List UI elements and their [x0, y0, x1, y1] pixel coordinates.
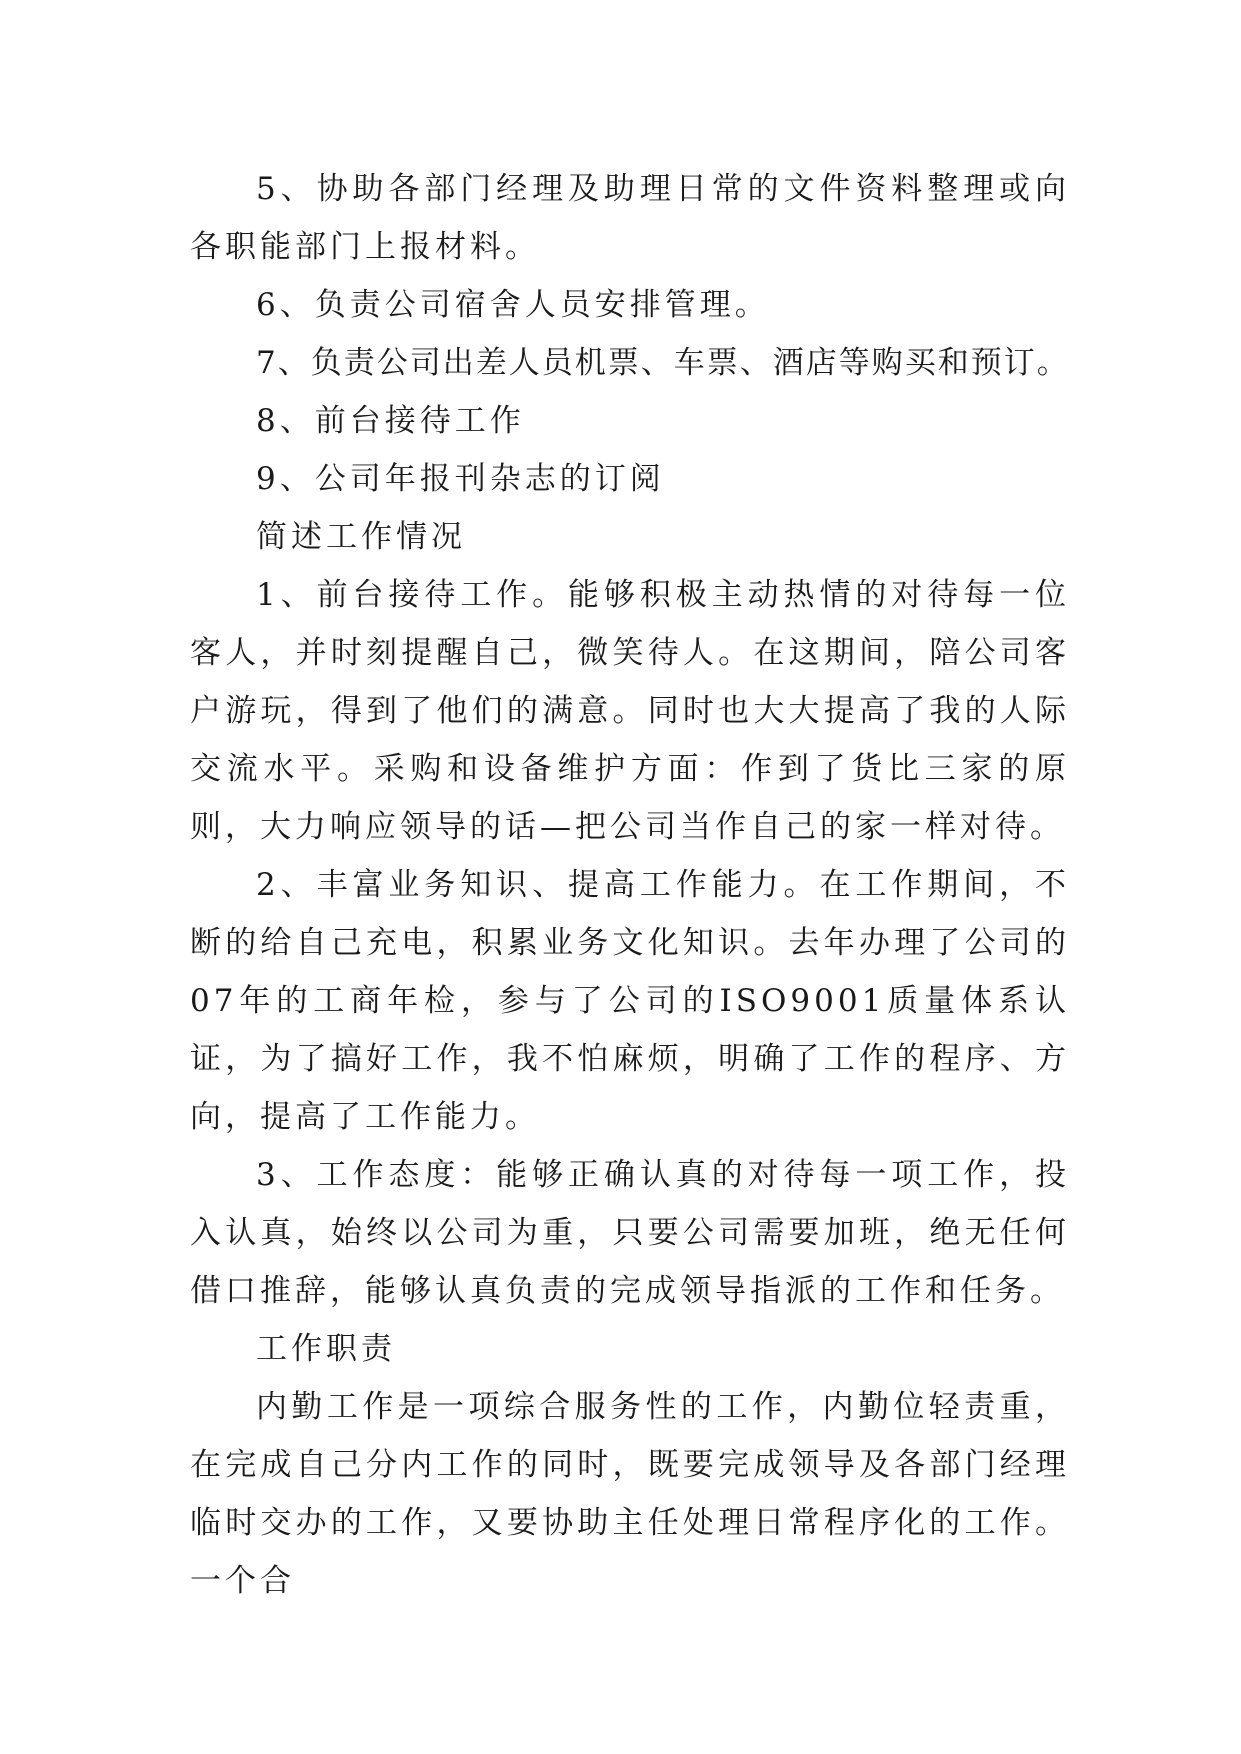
paragraph-item-8: 8、前台接待工作: [256, 403, 525, 439]
document-body: [190, 160, 1070, 1610]
paragraph-item-9: 9、公司年报刊杂志的订阅: [256, 461, 665, 497]
paragraph-summary-2: 2、丰富业务知识、提高工作能力。在工作期间，不断的给自己充电，积累业务文化知识。去年办理了公司的07年的工商年检，参与了公司的ISO9001质量体系认证，为了搞好工作，我不怕麻烦，明确了工作的程序、方向，提高了工作能力。: [190, 867, 1070, 1135]
paragraph-job-duties: 内勤工作是一项综合服务性的工作，内勤位轻责重，在完成自己分内工作的同时，既要完成领导及各部门经理临时交办的工作，又要协助主任处理日常程序化的工作。一个合: [190, 1389, 1070, 1599]
paragraph-item-6: 6、负责公司宿舍人员安排管理。: [256, 287, 770, 323]
paragraph-summary-3: 3、工作态度：能够正确认真的对待每一项工作，投入认真，始终以公司为重，只要公司需要加班，绝无任何借口推辞，能够认真负责的完成领导指派的工作和任务。: [190, 1157, 1070, 1309]
paragraph-summary-1: 1、前台接待工作。能够积极主动热情的对待每一位客人，并时刻提醒自己，微笑待人。在这期间，陪公司客户游玩，得到了他们的满意。同时也大大提高了我的人际交流水平。采购和设备维护方面：作到了货比三家的原则，大力响应领导的话—把公司当作自己的家一样对待。: [190, 577, 1070, 845]
section-heading-job-duties: 工作职责: [256, 1331, 396, 1367]
paragraph-item-7: 7、负责公司出差人员机票、车票、酒店等购买和预订。: [256, 345, 1070, 381]
paragraph-item-5: 5、协助各部门经理及助理日常的文件资料整理或向各职能部门上报材料。: [190, 171, 1070, 265]
section-heading-work-summary: 简述工作情况: [256, 519, 466, 555]
